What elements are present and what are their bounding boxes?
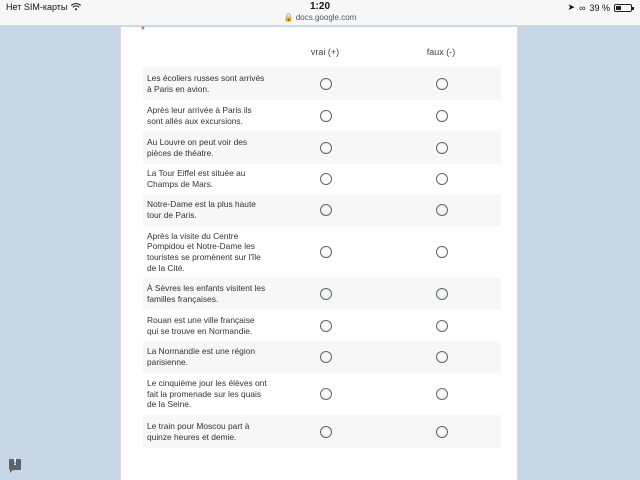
radio-vrai[interactable] — [320, 78, 332, 90]
row-label: Les écoliers russes sont arrivés à Paris en avion. — [147, 72, 265, 94]
lock-icon: 🔒 — [283, 13, 294, 22]
radio-vrai[interactable] — [320, 320, 332, 332]
radio-vrai[interactable] — [320, 142, 332, 154]
radio-faux[interactable] — [436, 351, 448, 363]
radio-faux[interactable] — [436, 204, 448, 216]
radio-faux[interactable] — [436, 288, 448, 300]
grid-row — [143, 341, 501, 373]
radio-vrai[interactable] — [320, 388, 332, 400]
row-label: Rouan est une ville française qui se trouve en Normandie. — [147, 314, 255, 336]
radio-vrai[interactable] — [320, 246, 332, 258]
radio-vrai[interactable] — [320, 110, 332, 122]
radio-faux[interactable] — [436, 426, 448, 438]
column-header-faux: faux (-) — [426, 47, 456, 57]
row-label: Notre-Dame est la plus haute tour de Paris. — [147, 199, 256, 220]
form-card — [120, 27, 518, 480]
row-label: Le train pour Moscou part à quinze heures et demie. — [147, 420, 250, 442]
grid-row — [143, 415, 501, 448]
row-label: Après leur arrivée à Paris ils sont allés aux excursions. — [147, 104, 252, 126]
grid-row — [143, 278, 501, 310]
url-text: docs.google.com — [295, 13, 357, 22]
location-arrow-icon: ➤ — [567, 2, 576, 12]
bluetooth-icon: ∞ — [579, 2, 586, 13]
grid-row — [143, 100, 501, 131]
address-bar[interactable] — [0, 13, 640, 22]
required-marker: * — [141, 25, 145, 36]
column-header-vrai: vrai (+) — [310, 47, 340, 57]
carrier-label: Нет SIM-карты — [6, 2, 68, 12]
row-label: La Normandie est une région parisienne. — [147, 346, 256, 367]
radio-faux[interactable] — [436, 110, 448, 122]
grid-row — [143, 164, 501, 194]
radio-vrai[interactable] — [320, 204, 332, 216]
battery-icon — [614, 4, 632, 12]
radio-faux[interactable] — [436, 246, 448, 258]
grid-row — [143, 67, 501, 100]
battery-fill — [616, 6, 621, 10]
radio-vrai[interactable] — [320, 288, 332, 300]
feedback-icon[interactable] — [9, 459, 21, 470]
clock: 1:20 — [309, 1, 330, 12]
radio-faux[interactable] — [436, 173, 448, 185]
radio-vrai[interactable] — [320, 426, 332, 438]
row-label: Le cinquième jour les élèves ont fait la promenade sur les quais de la Seine. — [147, 378, 267, 410]
battery-percent: 39 % — [589, 2, 610, 13]
grid-row — [143, 194, 501, 226]
grid-row — [143, 310, 501, 341]
row-label: La Tour Eiffel est située au Champs de Mars. — [147, 168, 246, 189]
radio-faux[interactable] — [436, 320, 448, 332]
status-bar — [0, 0, 640, 26]
grid-row — [143, 131, 501, 164]
row-label: Au Louvre on peut voir des pièces de théatre. — [147, 136, 248, 158]
row-label: Après la visite du Centre Pompidou et Notre-Dame les touristes se promènent sur l'île de la Cité. — [147, 230, 261, 273]
status-right — [568, 2, 632, 13]
radio-vrai[interactable] — [320, 351, 332, 363]
choice-grid — [143, 67, 501, 448]
grid-row — [143, 226, 501, 278]
row-label: À Sèvres les enfants visitent les familles françaises. — [147, 283, 266, 304]
grid-row — [143, 373, 501, 415]
radio-faux[interactable] — [436, 78, 448, 90]
radio-faux[interactable] — [436, 388, 448, 400]
radio-vrai[interactable] — [320, 173, 332, 185]
radio-faux[interactable] — [436, 142, 448, 154]
